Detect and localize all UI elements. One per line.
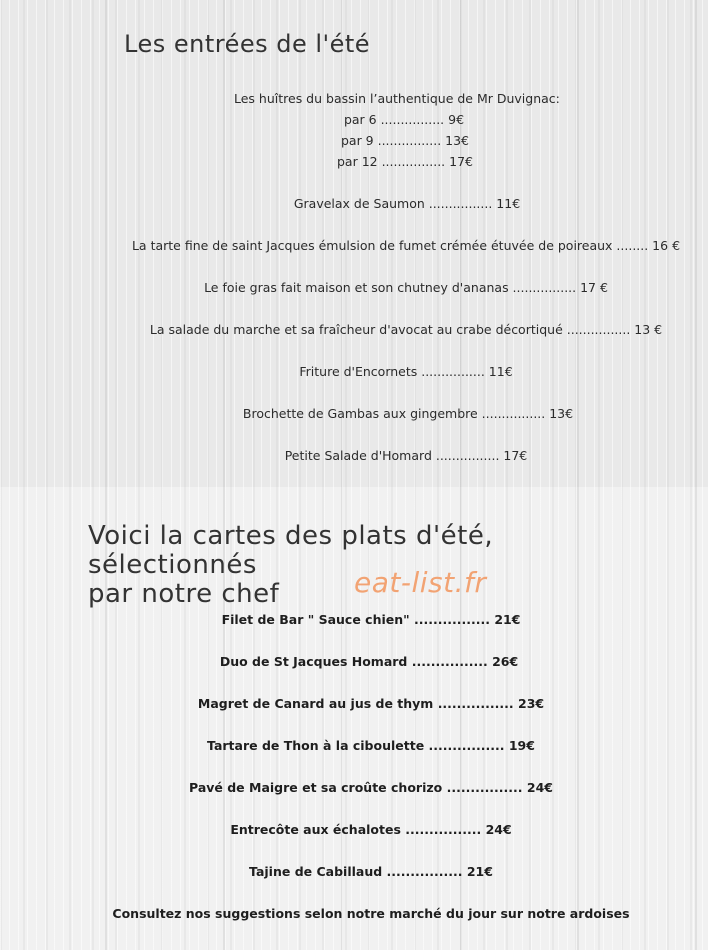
starters-heading: Les entrées de l'été: [124, 30, 371, 58]
main-item: Tartare de Thon à la ciboulette ................ 19€: [207, 738, 535, 753]
main-item: Entrecôte aux échalotes ................ 24€: [230, 822, 512, 837]
starter-item: La salade du marche et sa fraîcheur d'avocat au crabe décortiqué ................ 13 €: [149, 322, 663, 337]
main-item: Filet de Bar " Sauce chien" ................ 21€: [221, 612, 521, 627]
starter-item: Le foie gras fait maison et son chutney d'ananas ................ 17 €: [204, 280, 608, 295]
starter-item: Brochette de Gambas aux gingembre ................ 13€: [242, 406, 574, 421]
main-item: Magret de Canard au jus de thym ................ 23€: [197, 696, 545, 711]
footer-note: Consultez nos suggestions selon notre marché du jour sur notre ardoises: [112, 906, 630, 921]
oysters-title: Les huîtres du bassin l’authentique de Mr Duvignac:: [234, 91, 560, 106]
mains-heading-line1: Voici la cartes des plats d'été, sélectionnés: [88, 521, 494, 580]
oysters-option: par 6 ................ 9€: [343, 112, 465, 127]
starter-item: Petite Salade d'Homard ................ 17€: [284, 448, 528, 463]
starter-item: Friture d'Encornets ................ 11€: [299, 364, 513, 379]
oysters-option: par 12 ................ 17€: [337, 154, 473, 169]
starter-item: Gravelax de Saumon ................ 11€: [293, 196, 521, 211]
main-item: Pavé de Maigre et sa croûte chorizo ................ 24€: [189, 780, 553, 795]
mains-heading-line2: par notre chef: [88, 579, 280, 609]
watermark-logo: eat-list.fr: [354, 566, 487, 599]
main-item: Tajine de Cabillaud ................ 21€: [249, 864, 493, 879]
main-item: Duo de St Jacques Homard ................ 26€: [219, 654, 519, 669]
oysters-option: par 9 ................ 13€: [340, 133, 470, 148]
starter-item: La tarte fine de saint Jacques émulsion de fumet crémée étuvée de poireaux ........ 16 €: [131, 238, 681, 253]
